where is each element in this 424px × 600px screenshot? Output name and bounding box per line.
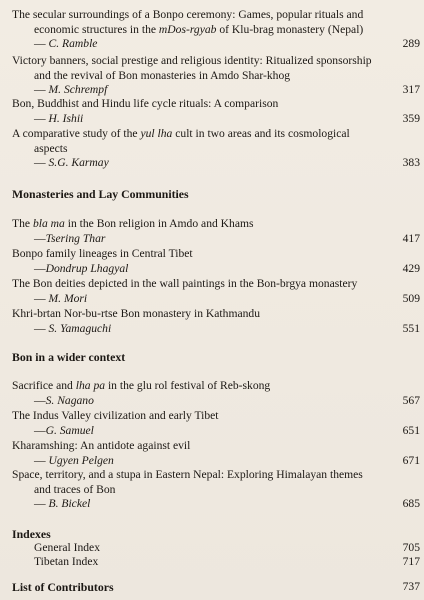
entry-title: Space, territory, and a stupa in Eastern Nepal: Exploring Himalayan themes bbox=[12, 468, 363, 481]
entry-title: A comparative study of the yul lha cult in two areas and its cosmological bbox=[12, 127, 350, 140]
toc-entry bbox=[12, 8, 420, 52]
toc-entry bbox=[12, 409, 420, 438]
entry-page-number: 359 bbox=[402, 112, 420, 125]
entry-title: The bla ma in the Bon religion in Amdo and Khams bbox=[12, 217, 254, 230]
entry-page-number: 509 bbox=[402, 292, 420, 305]
entry-title: Kharamshing: An antidote against evil bbox=[12, 439, 191, 452]
entry-title: Victory banners, social prestige and religious identity: Ritualized sponsorship bbox=[12, 54, 372, 67]
entry-page-number: 289 bbox=[402, 37, 420, 50]
contributors-heading: List of Contributors bbox=[12, 580, 114, 594]
toc-entry bbox=[12, 468, 420, 512]
entry-page-number: 685 bbox=[402, 497, 420, 510]
entry-page-number: 429 bbox=[402, 262, 420, 275]
index-label: Tibetan Index bbox=[34, 555, 99, 568]
entry-title-cont: economic structures in the mDos-rgyab of Klu-brag monastery (Nepal) bbox=[34, 22, 364, 36]
toc-entry bbox=[12, 439, 420, 468]
entry-title: The Bon deities depicted in the wall paintings in the Bon-brgya monastery bbox=[12, 277, 358, 290]
toc-entry bbox=[12, 127, 420, 171]
entry-page-number: 567 bbox=[402, 394, 420, 407]
toc-entry bbox=[12, 307, 420, 336]
entry-title-cont: and the revival of Bon monasteries in Amdo Shar-khog bbox=[34, 68, 291, 82]
entry-author: — M. Mori bbox=[34, 291, 88, 305]
entry-page-number: 651 bbox=[402, 424, 420, 437]
entry-page-number: 551 bbox=[402, 322, 420, 335]
entry-title: Khri-brtan Nor-bu-rtse Bon monastery in Kathmandu bbox=[12, 307, 261, 320]
entry-author: —S. Nagano bbox=[34, 393, 94, 407]
entry-page-number: 383 bbox=[402, 156, 420, 169]
section-heading: Monasteries and Lay Communities bbox=[12, 187, 189, 201]
section-heading: Bon in a wider context bbox=[12, 350, 126, 364]
entry-page-number: 417 bbox=[402, 232, 420, 245]
entry-title-cont: aspects bbox=[34, 141, 68, 155]
entry-author: — M. Schrempf bbox=[34, 83, 108, 96]
toc-entry bbox=[12, 247, 420, 276]
entry-author: — C. Ramble bbox=[34, 37, 98, 50]
entry-author: — S. Yamaguchi bbox=[34, 321, 112, 335]
entry-title: Bonpo family lineages in Central Tibet bbox=[12, 247, 193, 260]
toc-entry bbox=[12, 277, 420, 306]
toc-entry bbox=[12, 97, 420, 126]
entry-page-number: 317 bbox=[402, 83, 420, 96]
entry-author: — S.G. Karmay bbox=[34, 156, 109, 169]
entry-page-number: 671 bbox=[402, 454, 420, 467]
entry-author: — B. Bickel bbox=[34, 497, 91, 510]
entry-title: The Indus Valley civilization and early Tibet bbox=[12, 409, 219, 422]
contributors-entry bbox=[12, 580, 420, 596]
entry-author: — Ugyen Pelgen bbox=[34, 453, 114, 467]
entry-author: —Tsering Thar bbox=[34, 231, 106, 245]
toc-entry bbox=[12, 54, 420, 98]
toc-entry bbox=[12, 379, 420, 408]
index-label: General Index bbox=[34, 541, 100, 554]
index-page-number: 705 bbox=[402, 541, 420, 554]
indexes-heading: Indexes bbox=[12, 527, 51, 541]
entry-author: —Dondrup Lhagyal bbox=[34, 261, 129, 275]
entry-author: —G. Samuel bbox=[34, 423, 94, 437]
contributors-page-number: 737 bbox=[402, 580, 420, 593]
index-page-number: 717 bbox=[402, 555, 420, 568]
entry-author: — H. Ishii bbox=[34, 111, 84, 125]
entry-title: Sacrifice and lha pa in the glu rol festival of Reb-skong bbox=[12, 379, 271, 392]
entry-title-cont: and traces of Bon bbox=[34, 482, 116, 496]
toc-entry bbox=[12, 217, 420, 246]
entry-title: Bon, Buddhist and Hindu life cycle rituals: A comparison bbox=[12, 97, 279, 110]
entry-title: The secular surroundings of a Bonpo ceremony: Games, popular rituals and bbox=[12, 8, 364, 21]
